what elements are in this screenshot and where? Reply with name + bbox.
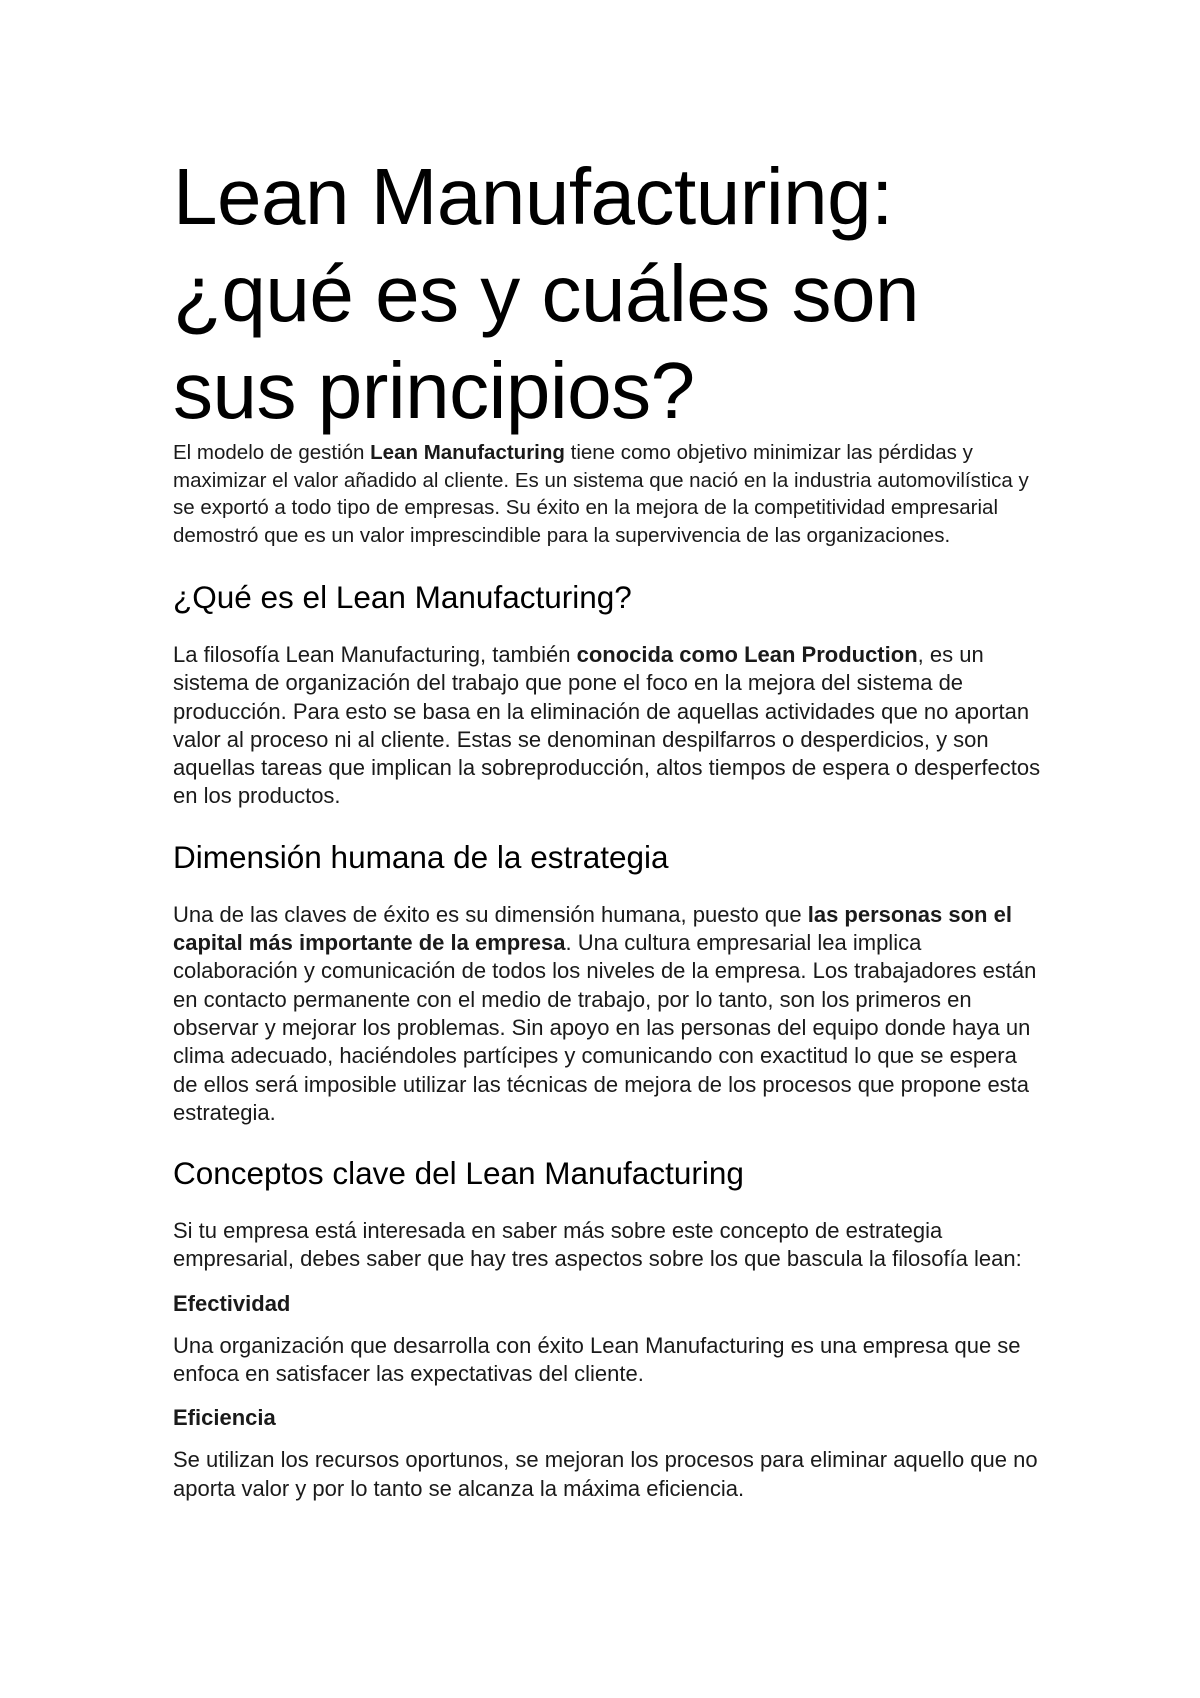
human-dimension-bold-phrase: las personas son el capital más importante de la empresa	[173, 901, 1012, 956]
subheading-eficiencia: Eficiencia	[173, 1405, 276, 1431]
document-page	[173, 148, 1043, 1503]
section-paragraph-what-is	[173, 641, 1043, 811]
subheading-efectividad: Efectividad	[173, 1290, 291, 1316]
section-paragraph-human-dimension	[173, 901, 1043, 1127]
intro-paragraph	[173, 439, 1043, 549]
section-paragraph-key-concepts: Si tu empresa está interesada en saber más sobre este concepto de estrategia empresarial, debes saber que hay tres aspectos sobre los que bascula la filosofía lean:	[173, 1218, 1022, 1272]
human-dimension-text-start: Una de las claves de éxito es su dimensión humana, puesto que	[173, 901, 808, 927]
intro-bold-term: Lean Manufacturing	[370, 441, 565, 464]
paragraph-efectividad: Una organización que desarrolla con éxito Lean Manufacturing es una empresa que se enfoca en satisfacer las expectativas del cliente.	[173, 1332, 1021, 1387]
section-heading-what-is: ¿Qué es el Lean Manufacturing?	[173, 579, 632, 615]
intro-text-start: El modelo de gestión	[173, 441, 371, 464]
intro-text-end: tiene como objetivo minimizar las pérdidas y maximizar el valor añadido al cliente. Es un sistema que nació en la industria automovilística y se exportó a todo tipo de empresas. Su éxito en la mejora de la competitividad empresarial demostró que es un valor imprescindible para la supervivencia de las organizaciones.	[173, 441, 1029, 547]
section-heading-human-dimension: Dimensión humana de la estrategia	[173, 838, 669, 875]
section-heading-key-concepts: Conceptos clave del Lean Manufacturing	[173, 1155, 744, 1192]
paragraph-eficiencia: Se utilizan los recursos oportunos, se mejoran los procesos para eliminar aquello que no aporta valor y por lo tanto se alcanza la máxima eficiencia.	[173, 1447, 1038, 1501]
human-dimension-text-end: . Una cultura empresarial lea implica colaboración y comunicación de todos los niveles de la empresa. Los trabajadores están en contacto permanente con el medio de trabajo, por lo tanto, son los primeros en observar y mejorar los problemas. Sin apoyo en las personas del equipo donde haya un clima adecuado, haciéndoles partícipes y comunicando con exactitud lo que se espera de ellos será imposible utilizar las técnicas de mejora de los procesos que propone esta estrategia.	[173, 930, 1037, 1125]
what-is-text-end: , es un sistema de organización del trabajo que pone el foco en la mejora del sistema de producción. Para esto se basa en la eliminación de aquellas actividades que no aportan valor al proceso ni al cliente. Estas se denominan despilfarros o desperdicios, y son aquellas tareas que implican la sobreproducción, altos tiempos de espera o desperfectos en los productos.	[173, 642, 1041, 809]
page-title: Lean Manufacturing: ¿qué es y cuáles son sus principios?	[173, 152, 919, 435]
what-is-bold-term: conocida como Lean Production	[576, 642, 918, 667]
what-is-text-start: La filosofía Lean Manufacturing, también	[173, 642, 577, 667]
